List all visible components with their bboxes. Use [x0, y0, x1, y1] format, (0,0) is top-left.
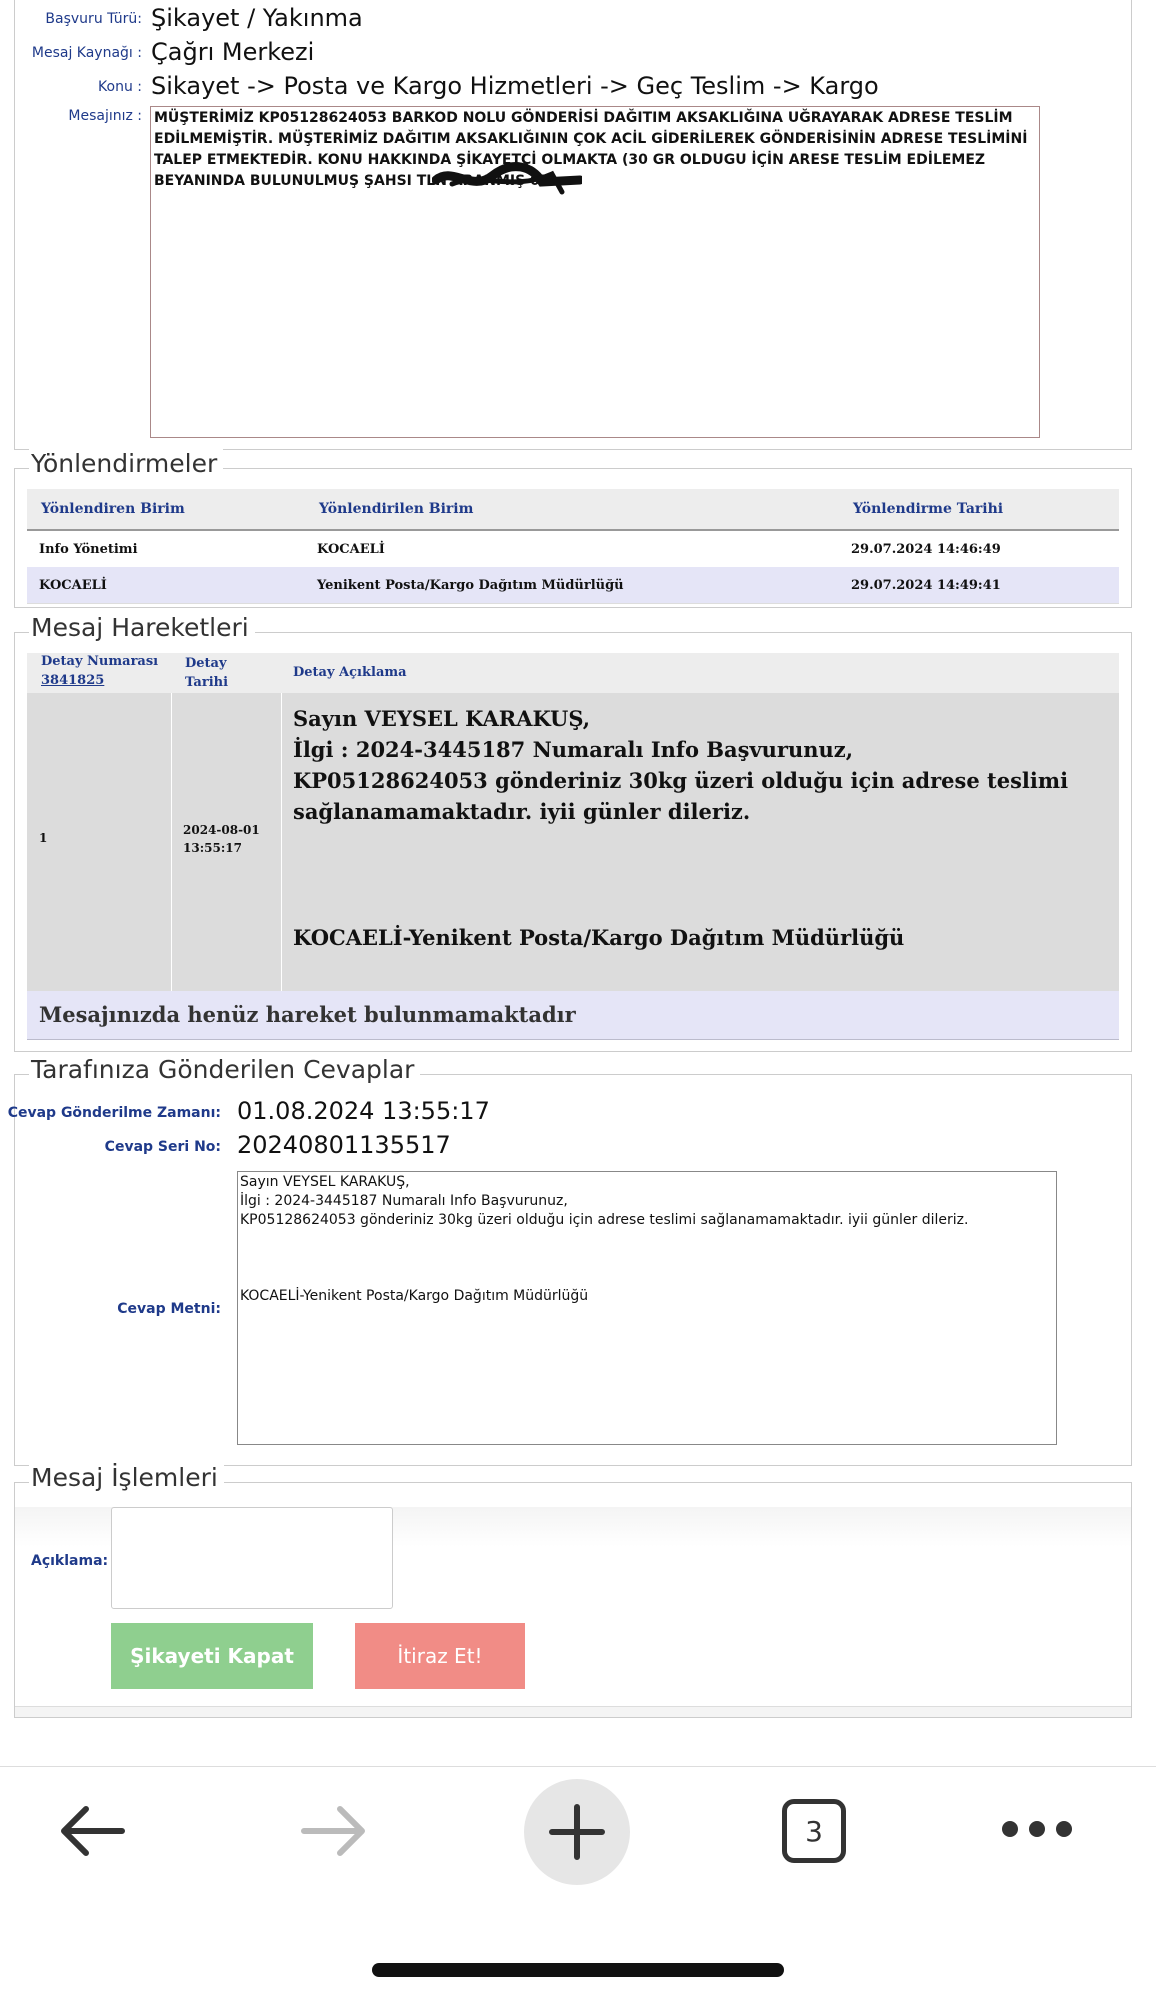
col-tarih: Yönlendirme Tarihi [853, 501, 1004, 517]
col-detay-tarihi: Detay Tarihi [185, 656, 229, 690]
hareket-row-date: 2024-08-01 [183, 823, 260, 837]
hareketler-title: Mesaj Hareketleri [29, 613, 255, 642]
resp-line: KP05128624053 gönderiniz 30kg üzeri olduğu için adrese teslimi sağlanamamaktadır. iyii günler dileriz. [240, 1212, 969, 1228]
col-detay-no: Detay Numarası [41, 654, 159, 669]
browser-toolbar [0, 1766, 1156, 2001]
detay-no-link[interactable]: 3841825 [41, 673, 105, 688]
desc-signature: KOCAELİ-Yenikent Posta/Kargo Dağıtım Müdürlüğü [293, 925, 905, 950]
hareket-detail-row [27, 693, 1119, 991]
aciklama-input[interactable] [111, 1507, 393, 1609]
seri-label: Cevap Seri No: [104, 1139, 221, 1155]
tab-count: 3 [805, 1814, 823, 1848]
hareketler-header [27, 653, 1119, 695]
islemler-title: Mesaj İşlemleri [29, 1463, 224, 1492]
col-yonlendirilen: Yönlendirilen Birim [319, 501, 474, 517]
zaman-label: Cevap Gönderilme Zamanı: [7, 1105, 221, 1121]
hareket-description [293, 703, 1068, 827]
metin-label: Cevap Metni: [117, 1301, 221, 1317]
desc-line: sağlanamamaktadır. iyii günler dileriz. [293, 799, 751, 824]
section-footer [15, 1706, 1131, 1717]
mesaj-kaynagi-row [0, 38, 1156, 70]
cevaplar-section [7, 1055, 1132, 1466]
more-icon[interactable] [1000, 1817, 1074, 1841]
zaman-value: 01.08.2024 13:55:17 [237, 1097, 490, 1125]
response-textarea[interactable] [237, 1171, 1057, 1445]
konu-label: Konu : [98, 79, 142, 95]
col-detay-aciklama: Detay Açıklama [293, 665, 407, 680]
redaction-scribble [432, 162, 582, 198]
basvuru-turu-value: Şikayet / Yakınma [151, 4, 363, 32]
desc-line: KP05128624053 gönderiniz 30kg üzeri olduğu için adrese teslimi [293, 768, 1069, 793]
forward-arrow-icon[interactable] [298, 1801, 370, 1861]
tabs-icon[interactable] [782, 1799, 846, 1863]
row-cell: 29.07.2024 14:49:41 [851, 578, 1001, 593]
new-tab-button[interactable] [524, 1779, 630, 1885]
konu-value: Sikayet -> Posta ve Kargo Hizmetleri -> Geç Teslim -> Kargo [151, 72, 879, 100]
hareket-row-no: 1 [39, 831, 48, 845]
home-indicator[interactable] [372, 1963, 784, 1977]
row-cell: Info Yönetimi [39, 542, 138, 557]
basvuru-turu-label: Başvuru Türü: [45, 11, 142, 27]
objection-button[interactable]: İtiraz Et! [355, 1623, 525, 1689]
hareketler-section [14, 613, 1132, 1052]
cevaplar-title: Tarafınıza Gönderilen Cevaplar [29, 1055, 420, 1084]
yonlendirmeler-title: Yönlendirmeler [29, 449, 223, 478]
hareket-row-time: 13:55:17 [183, 841, 242, 855]
resp-line: KOCAELİ-Yenikent Posta/Kargo Dağıtım Müdürlüğü [240, 1288, 589, 1304]
notice-text: Mesajınızda henüz hareket bulunmamaktadır [39, 1002, 576, 1027]
message-textarea[interactable] [150, 106, 1040, 438]
resp-line: İlgi : 2024-3445187 Numaralı Info Başvurunuz, [240, 1193, 568, 1209]
row-cell: 29.07.2024 14:46:49 [851, 542, 1001, 557]
row-cell: KOCAELİ [317, 542, 385, 557]
plus-icon [524, 1779, 630, 1885]
row-cell: KOCAELİ [39, 578, 107, 593]
mesajiniz-label: Mesajınız : [68, 108, 142, 124]
seri-value: 20240801135517 [237, 1131, 451, 1159]
aciklama-label: Açıklama: [31, 1553, 109, 1569]
table-row [27, 567, 1119, 604]
col-yonlendiren: Yönlendiren Birim [41, 501, 185, 517]
konu-row [0, 72, 1156, 104]
close-complaint-button[interactable]: Şikayeti Kapat [111, 1623, 313, 1689]
mesaj-kaynagi-value: Çağrı Merkezi [151, 38, 315, 66]
resp-line: Sayın VEYSEL KARAKUŞ, [240, 1174, 410, 1190]
desc-line: İlgi : 2024-3445187 Numaralı Info Başvurunuz, [293, 737, 854, 762]
mesaj-kaynagi-label: Mesaj Kaynağı : [31, 45, 142, 61]
no-movement-notice [27, 991, 1119, 1040]
table-row [27, 531, 1119, 568]
yonlendirmeler-header [27, 489, 1119, 531]
islemler-section [14, 1463, 1132, 1718]
message-text: MÜŞTERİMİZ KP05128624053 BARKOD NOLU GÖNDERİSİ DAĞITIM AKSAKLIĞINA UĞRAYARAK ADRESE TESLİM EDİLMEMİŞTİR. MÜŞTERİMİZ DAĞITIM AKSAKLIĞININ ÇOK ACİL GİDERİLEREK GÖNDERİSİNİN ADRESE TESLİMİNİ TALEP ETMEKTEDİR. KONU HAKKINDA ŞİKAYETÇİ OLMAKTA (30 GR OLDUGU İÇİN ARESE TESLİM EDİLEMEZ BEYANINDA BULUNULMUŞ ŞAHSI TLN ARANMIŞ 05 [154, 110, 1028, 189]
yonlendirmeler-section [14, 449, 1132, 608]
back-arrow-icon[interactable] [56, 1801, 128, 1861]
desc-line: Sayın VEYSEL KARAKUŞ, [293, 706, 591, 731]
row-cell: Yenikent Posta/Kargo Dağıtım Müdürlüğü [317, 578, 624, 593]
basvuru-turu-row [0, 4, 1156, 36]
